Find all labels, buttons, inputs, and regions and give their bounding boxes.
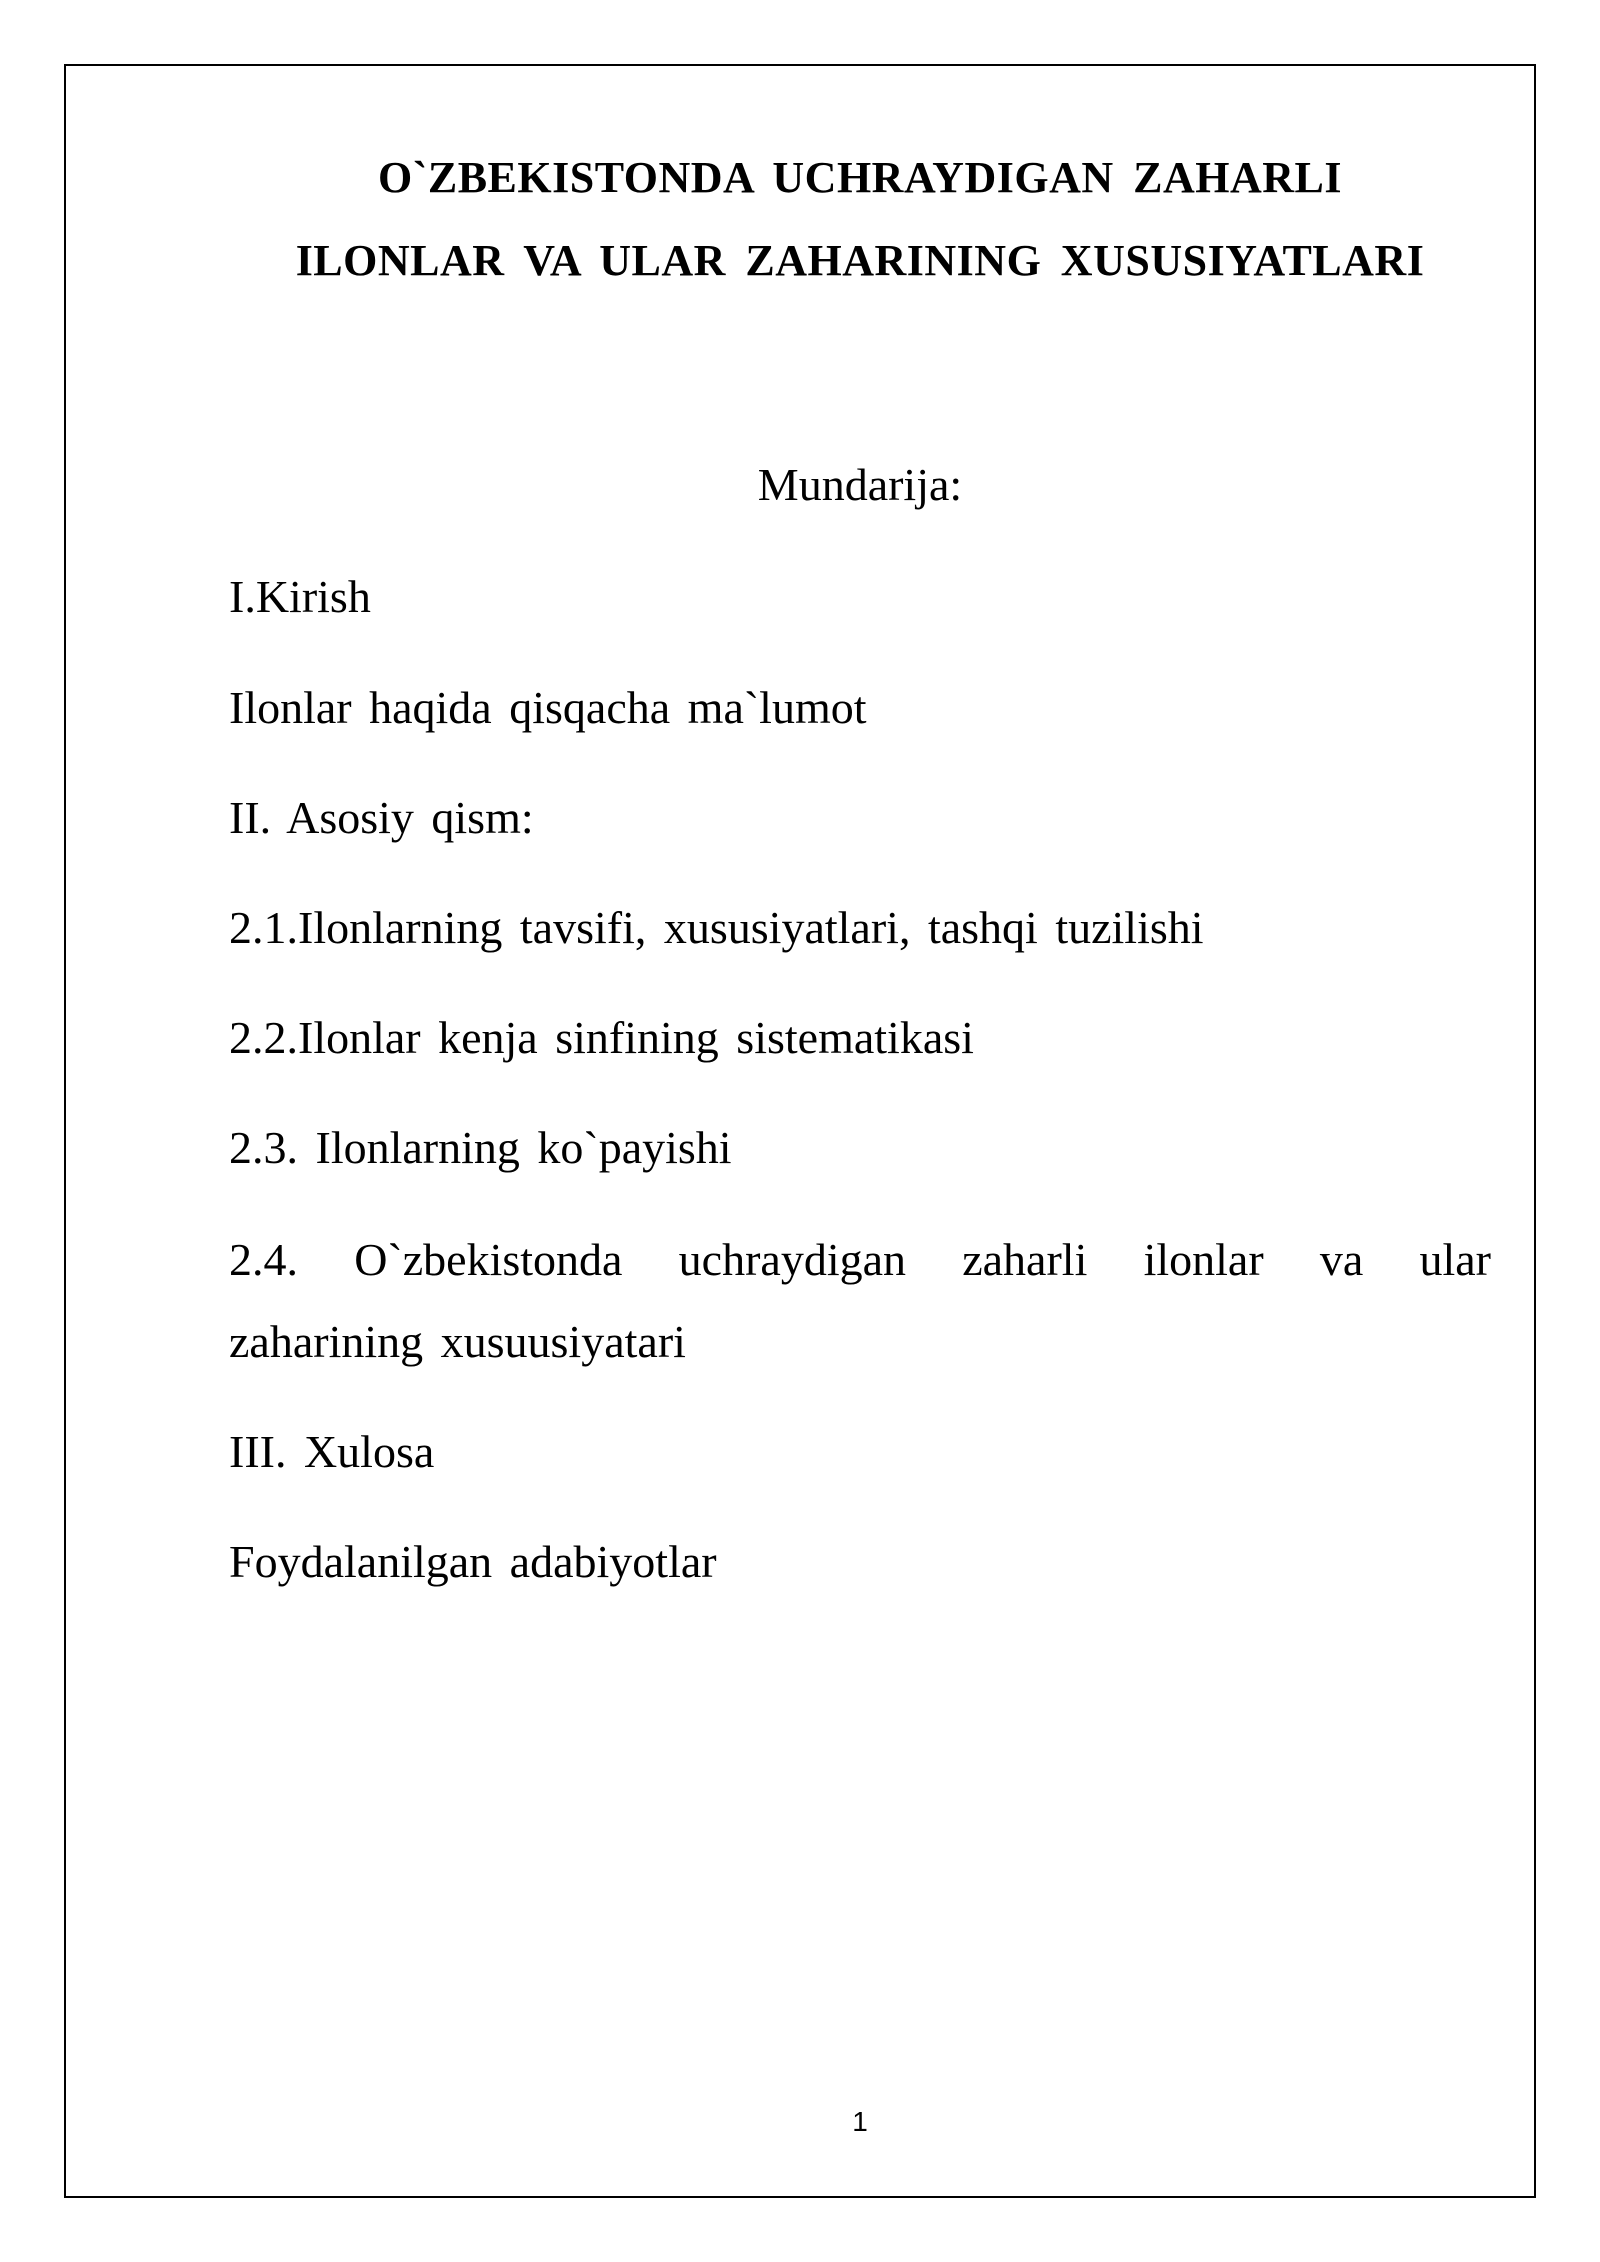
document-title-line-2: ILONLAR VA ULAR ZAHARINING XUSUSIYATLARI bbox=[295, 236, 1425, 285]
toc-item-adabiyotlar: Foydalanilgan adabiyotlar bbox=[229, 1536, 717, 1587]
document-title-line-1: O`ZBEKISTONDA UCHRAYDIGAN ZAHARLI bbox=[377, 153, 1343, 202]
page-number: 1 bbox=[852, 2106, 868, 2137]
toc-item-2-2: 2.2.Ilonlar kenja sinfining sistematikasi bbox=[229, 1012, 974, 1063]
toc-item-2-4: 2.4. O`zbekistonda uchraydigan zaharli ilonlar va ular bbox=[229, 1234, 1491, 1285]
toc-item-2-1: 2.1.Ilonlarning tavsifi, xususiyatlari, tashqi tuzilishi bbox=[229, 902, 1204, 953]
toc-item-2-4-continued: zaharining xusuusiyatari bbox=[229, 1316, 686, 1367]
toc-item-xulosa: III. Xulosa bbox=[229, 1426, 435, 1477]
toc-item-asosiy-qism: II. Asosiy qism: bbox=[229, 792, 534, 843]
toc-item-kirish: I.Kirish bbox=[229, 571, 371, 622]
toc-item-2-3: 2.3. Ilonlarning ko`payishi bbox=[229, 1122, 732, 1173]
toc-heading: Mundarija: bbox=[757, 459, 963, 510]
toc-item-ilonlar-malumot: Ilonlar haqida qisqacha ma`lumot bbox=[229, 682, 867, 733]
